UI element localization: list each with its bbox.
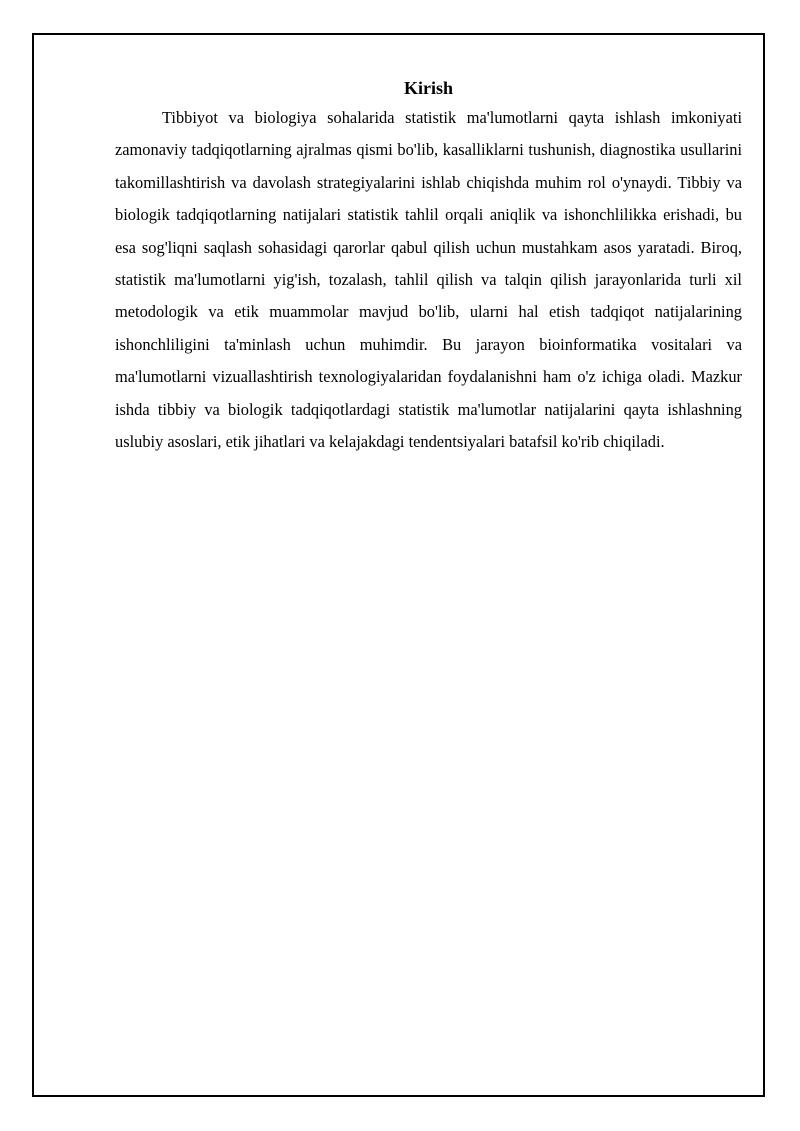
document-content: [115, 76, 742, 458]
body-paragraph: Tibbiyot va biologiya sohalarida statistik ma'lumotlarni qayta ishlash imkoniyati zamonaviy tadqiqotlarning ajralmas qismi bo'lib, kasalliklarni tushunish, diagnostika usullarini takomillashtirish va davolash strategiyalarini ishlab chiqishda muhim rol o'ynaydi. Tibbiy va biologik tadqiqotlarning natijalari statistik tahlil orqali aniqlik va ishonchlilikka erishadi, bu esa sog'liqni saqlash sohasidagi qarorlar qabul qilish uchun mustahkam asos yaratadi. Biroq, statistik ma'lumotlarni yig'ish, tozalash, tahlil qilish va talqin qilish jarayonlarida turli xil metodologik va etik muammolar mavjud bo'lib, ularni hal etish tadqiqot natijalarining ishonchliligini ta'minlash uchun muhimdir. Bu jarayon bioinformatika vositalari va ma'lumotlarni vizuallashtirish texnologiyalaridan foydalanishni ham o'z ichiga oladi. Mazkur ishda tibbiy va biologik tadqiqotlardagi statistik ma'lumotlar natijalarini qayta ishlashning uslubiy asoslari, etik jihatlari va kelajakdagi tendentsiyalari batafsil ko'rib chiqiladi.: [115, 108, 742, 452]
document-title: Kirish: [403, 78, 453, 98]
